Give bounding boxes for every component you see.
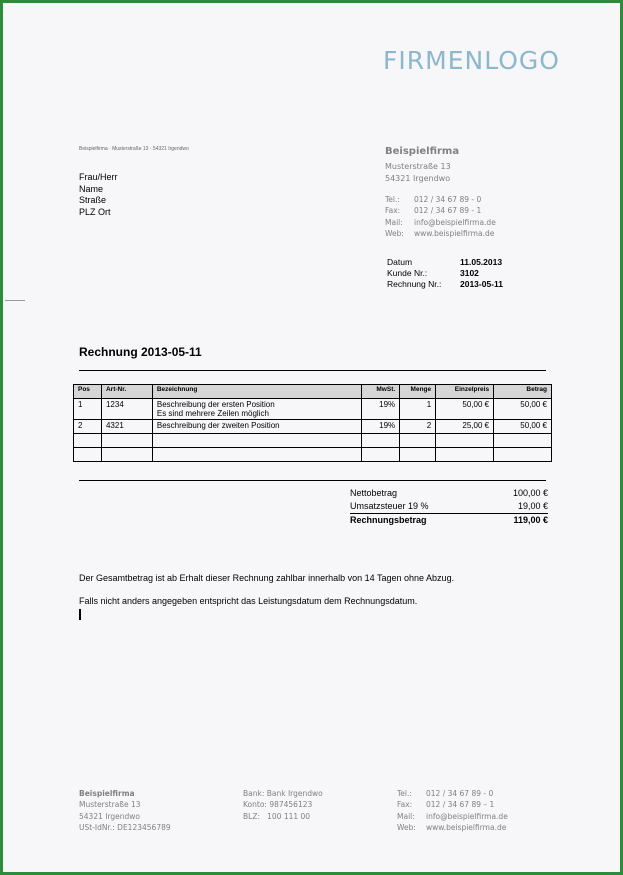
cell-quantity: 1: [400, 399, 436, 420]
cell-amount: 50,00 €: [494, 420, 552, 434]
cell-vat: 19%: [362, 420, 400, 434]
col-header-art-nr: Art-Nr.: [101, 385, 152, 399]
cell-unit-price: [436, 448, 494, 462]
footer-phone: 012 / 34 67 89 - 0: [426, 789, 494, 798]
cell-art-nr: 1234: [101, 399, 152, 420]
text-cursor[interactable]: [79, 609, 81, 620]
invoice-date: 11.05.2013: [460, 257, 503, 267]
footer-blz: BLZ: 100 111 00: [243, 811, 311, 821]
footer-city: 54321 Irgendwo: [79, 811, 141, 821]
service-date-note: Falls nicht anders angegeben entspricht das Leistungsdatum dem Rechnungsdatum.: [79, 596, 418, 606]
footer-contact-label: Web:: [397, 822, 416, 832]
cell-art-nr: 4321: [101, 420, 152, 434]
total-amount: 119,00 €: [513, 515, 548, 525]
footer-web: www.beispielfirma.de: [426, 822, 507, 832]
cell-description-line: Beschreibung der ersten Position: [156, 400, 275, 409]
footer-bank: [243, 788, 323, 822]
cell-unit-price: 25,00 €: [436, 420, 494, 434]
footer-bank-name: Bank: Bank Irgendwo: [243, 789, 323, 798]
cell-description: Beschreibung der zweiten Position: [152, 420, 361, 434]
cell-vat: [362, 434, 400, 448]
cell-pos: [74, 448, 102, 462]
company-street: Musterstraße 13: [385, 162, 451, 171]
table-row: [74, 399, 552, 420]
company-logo: FIRMENLOGO: [383, 46, 560, 75]
recipient-salutation: Frau/Herr: [79, 172, 118, 182]
net-amount-row: [350, 488, 548, 501]
contact-label: Tel.:: [385, 195, 400, 204]
cell-vat: [362, 448, 400, 462]
sender-address-line: Beispielfirma · Musterstraße 13 · 54321 Irgendwo: [79, 146, 189, 152]
vat-row: [350, 501, 548, 514]
contact-label: Web:: [385, 228, 404, 238]
footer-contact-label: Tel.:: [397, 789, 412, 798]
cell-quantity: [400, 448, 436, 462]
col-header-description: Bezeichnung: [152, 385, 361, 399]
customer-number: 3102: [460, 268, 479, 279]
recipient-address: [79, 172, 118, 218]
cell-unit-price: 50,00 €: [436, 399, 494, 420]
invoice-meta: [387, 257, 503, 291]
company-name: Beispielfirma: [385, 146, 460, 157]
footer-fax: 012 / 34 67 89 – 1: [426, 800, 495, 810]
footer-mail: info@beispielfirma.de: [426, 811, 508, 821]
cell-description: [152, 399, 361, 420]
col-header-quantity: Menge: [400, 385, 436, 399]
cell-pos: 1: [74, 399, 102, 420]
cell-amount: 50,00 €: [494, 399, 552, 420]
vat-amount: 19,00 €: [517, 500, 548, 511]
company-address: [385, 161, 451, 184]
footer-account: Konto: 987456123: [243, 800, 313, 810]
cell-amount: [494, 434, 552, 448]
recipient-street: Straße: [79, 195, 107, 205]
cell-art-nr: [101, 448, 152, 462]
contact-web: www.beispielfirma.de: [414, 228, 495, 238]
contact-label: Mail:: [385, 217, 403, 227]
table-row: [74, 448, 552, 462]
cell-unit-price: [436, 434, 494, 448]
totals-label: Umsatzsteuer 19 %: [350, 500, 429, 511]
cell-pos: [74, 434, 102, 448]
meta-label: Kunde Nr.:: [387, 268, 428, 279]
contact-phone: 012 / 34 67 89 - 0: [414, 195, 482, 204]
invoice-number: 2013-05-11: [460, 279, 504, 290]
payment-terms-text: Der Gesamtbetrag ist ab Erhalt dieser Rechnung zahlbar innerhalb von 14 Tagen ohne Abzug.: [79, 573, 455, 583]
contact-mail: info@beispielfirma.de: [414, 217, 496, 227]
footer-contact: [397, 788, 508, 833]
table-row: [74, 434, 552, 448]
cell-description-line: Es sind mehrere Zeilen möglich: [156, 409, 269, 418]
company-city: 54321 Irgendwo: [385, 173, 451, 183]
contact-label: Fax:: [385, 206, 401, 216]
col-header-vat: MwSt.: [362, 385, 400, 399]
totals-label: Rechnungsbetrag: [350, 515, 427, 525]
net-amount: 100,00 €: [512, 488, 548, 498]
cell-description: [152, 434, 361, 448]
footer-company-name: Beispielfirma: [79, 789, 135, 798]
divider: [79, 370, 546, 371]
cell-pos: 2: [74, 420, 102, 434]
company-contact: [385, 194, 496, 239]
col-header-amount: Betrag: [494, 385, 552, 399]
divider: [79, 480, 546, 481]
recipient-name: Name: [79, 183, 104, 194]
cell-quantity: [400, 434, 436, 448]
cell-vat: 19%: [362, 399, 400, 420]
meta-label: Rechnung Nr.:: [387, 279, 442, 290]
totals-block: [350, 488, 548, 528]
col-header-unit-price: Einzelpreis: [436, 385, 494, 399]
table-row: [74, 420, 552, 434]
meta-label: Datum: [387, 257, 413, 267]
footer-vat-id: USt-IdNr.: DE123456789: [79, 822, 171, 832]
table-header-row: [74, 385, 552, 399]
invoice-items-table: [73, 384, 552, 462]
fold-mark: [5, 300, 25, 301]
footer-company: [79, 788, 171, 833]
cell-art-nr: [101, 434, 152, 448]
cell-amount: [494, 448, 552, 462]
total-row: [350, 513, 548, 528]
cell-quantity: 2: [400, 420, 436, 434]
totals-label: Nettobetrag: [350, 488, 398, 498]
footer-contact-label: Mail:: [397, 811, 415, 821]
cell-description: [152, 448, 361, 462]
invoice-title: Rechnung 2013-05-11: [79, 345, 202, 359]
footer-street: Musterstraße 13: [79, 800, 141, 810]
footer-contact-label: Fax:: [397, 800, 413, 810]
col-header-pos: Pos: [74, 385, 102, 399]
contact-fax: 012 / 34 67 89 - 1: [414, 206, 482, 216]
recipient-city: PLZ Ort: [79, 206, 111, 217]
